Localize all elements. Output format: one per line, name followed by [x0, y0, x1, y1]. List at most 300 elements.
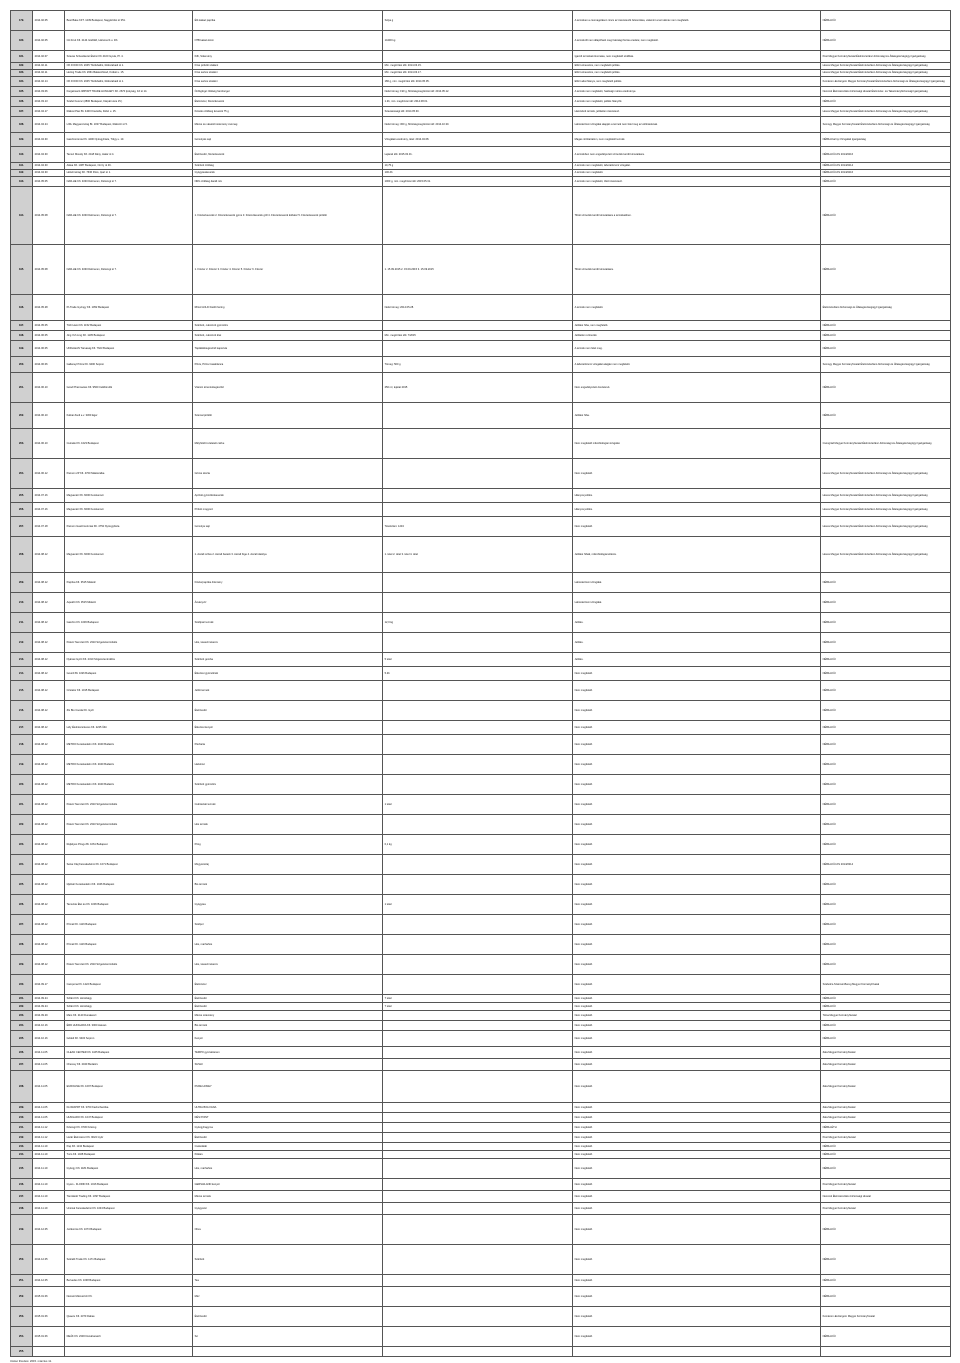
product-cell: Pirított mogyoró — [193, 503, 383, 517]
row-number: 182. — [11, 63, 33, 70]
authority-cell: NÉBIH-KÜI — [821, 721, 951, 735]
report-date: 2014.08.12 — [33, 573, 65, 593]
row-number: 218. — [11, 735, 33, 755]
defect-cell: Laboratóriumi vizsgálat alapján a termék nem felel meg az előírásoknak. — [573, 117, 821, 133]
product-cell: RIGA GOLD füstölt hering — [193, 295, 383, 321]
authority-cell: NÉBIH-KÜI-KS 2014/0214 — [821, 163, 951, 170]
row-number: 219. — [11, 755, 33, 775]
company-cell: DEÁK Kft. 2330 Dunaharaszti — [65, 1327, 193, 1347]
table-row — [11, 633, 951, 653]
defect-cell: Nem megfelelő. — [573, 995, 821, 1003]
table-row — [11, 1031, 951, 1047]
identification-cell: 1 db, min. megőrzési idő: 2014.08.01. — [383, 97, 573, 107]
report-date: 2014.06.10 — [33, 403, 65, 429]
report-date: 2014.07.18 — [33, 517, 65, 537]
authority-cell: NÉBIH-KÜI — [821, 331, 951, 341]
company-cell: Tamuz Mosoly Kft. 2118 Dány, Határ út 4. — [65, 147, 193, 163]
company-cell: Gyors - FLORIN Kft. 1016 Budapest — [65, 1179, 193, 1191]
row-number: 241. — [11, 1123, 33, 1133]
report-date: 2014.05.28 — [33, 295, 65, 321]
row-number: 246. — [11, 1179, 33, 1191]
defect-cell — [573, 1347, 821, 1357]
identification-cell — [383, 1203, 573, 1215]
authority-cell: NÉBIH-KÜI — [821, 1327, 951, 1347]
defect-cell: Nem megfelelő. — [573, 1103, 821, 1113]
company-cell: METRO Kereskedelmi Kft. 2040 Budaörs — [65, 755, 193, 775]
defect-cell: Nem megfelelő. — [573, 1143, 821, 1151]
company-cell: Hétszínvirág Kft. 7636 Pécs, Ipari út 1. — [65, 170, 193, 177]
authority-cell: Heves Megyei Kormányhivatal Élelmiszerlánc-biztonsági és Állategészségügyi Igazgatóság — [821, 489, 951, 503]
defect-cell: A termék nem megfelelő, hatósági mérés eredménye. — [573, 87, 821, 97]
authority-cell: Tolna Megyei Kormányhivatal — [821, 1011, 951, 1021]
identification-cell: 0,1 kg — [383, 835, 573, 855]
company-cell: Cheresy Kft. 2040 Budaörs — [65, 1059, 193, 1071]
table-row — [11, 517, 951, 537]
defect-cell: Jelölési hiba, nem megfelelő. — [573, 321, 821, 331]
company-cell: Nemeti Mézeszüzi Kft. — [65, 1287, 193, 1307]
product-cell: Szárított gyümölcs — [193, 775, 383, 795]
report-date — [33, 1347, 65, 1357]
company-cell: Mars Kft. 2120 Dunakeszi — [65, 1011, 193, 1021]
company-cell: Szilárd Kft. Hortobágy — [65, 995, 193, 1003]
defect-cell: Nem megfelelő. — [573, 1021, 821, 1031]
identification-cell — [383, 1059, 573, 1071]
authority-cell: NÉBIH-KÜI — [821, 735, 951, 755]
authority-cell: Heves Megyei Kormányhivatal Élelmiszerlánc-biztonsági és Állategészségügyi Igazgatóság — [821, 459, 951, 489]
identification-cell — [383, 1179, 573, 1191]
table-row — [11, 1191, 951, 1203]
authority-cell: NÉBIH-KÜI — [821, 815, 951, 835]
product-cell: PURE HONEY — [193, 1071, 383, 1103]
identification-cell — [383, 187, 573, 245]
row-number: 213. — [11, 653, 33, 667]
authority-cell: NÉBIH-KÜI — [821, 895, 951, 915]
authority-cell: NÉBIH-KÜI — [821, 795, 951, 815]
product-cell: 1. Fűszerkeverék 2. Fűszerkeverék gyros 3. Fűszerkeverék grill 4. Fűszerkeverék kolbász 5. Fűszerkeverék pörkölt — [193, 187, 383, 245]
report-date: 2014.08.12 — [33, 735, 65, 755]
company-cell: Pannon 2P Kft. 4700 Mátészalka — [65, 459, 193, 489]
report-date: 2014.02.11 — [33, 70, 65, 77]
company-cell: Magvantér Kft. 6000 Kecskemét — [65, 503, 193, 517]
defect-cell: Nem megfelelő. — [573, 701, 821, 721]
row-number: 194. — [11, 187, 33, 245]
row-number: 223. — [11, 835, 33, 855]
company-cell: Cutrade Kft. 1023 Budapest — [65, 429, 193, 459]
authority-cell: NÉBIH-KÜI — [821, 1287, 951, 1307]
company-cell: NAR-HE Kft. 4030 Debrecen, Diószegi út 7. — [65, 187, 193, 245]
report-date: 2014.11.19 — [33, 1191, 65, 1203]
table-row — [11, 915, 951, 935]
identification-cell: 7 tétel — [383, 995, 573, 1003]
identification-cell — [383, 735, 573, 755]
report-date: 2014.12.05 — [33, 1245, 65, 1275]
report-date: 2014.08.12 — [33, 815, 65, 835]
row-number: 211. — [11, 613, 33, 633]
report-date: 2014.09.29 — [33, 1011, 65, 1021]
defect-cell: Jelölés. — [573, 653, 821, 667]
product-cell: Bio termék — [193, 1021, 383, 1031]
identification-cell — [383, 341, 573, 357]
report-date: 2014.11.19 — [33, 1159, 65, 1179]
table-row — [11, 1275, 951, 1287]
company-cell: Primal Kft. 1116 Budapest — [65, 915, 193, 935]
product-cell: Táplálékkiegészítő kapszula — [193, 341, 383, 357]
authority-cell: Zala Megyei Kormányhivatal — [821, 1071, 951, 1103]
report-date: 2014.11.05 — [33, 1059, 65, 1071]
table-row — [11, 1287, 951, 1307]
defect-cell: A termék nem megfelelő. — [573, 295, 821, 321]
identification-cell — [383, 1031, 573, 1047]
company-cell: Rákosi Piac Bt. 4400 Kisvárda, Dobó u. 15. — [65, 107, 193, 117]
row-number: 180. — [11, 31, 33, 51]
identification-cell: 10,75 g — [383, 163, 573, 170]
defect-cell: Jelölési hibák, mikrobiológiai eltérés. — [573, 537, 821, 573]
table-row — [11, 995, 951, 1003]
authority-cell: Heves Megyei Kormányhivatal Élelmiszerlánc-biztonsági és Állategészségügyi Igazgatóság — [821, 107, 951, 117]
row-number: 232. — [11, 1003, 33, 1011]
authority-cell: Zala Megyei Kormányhivatal — [821, 1113, 951, 1123]
row-number: 208. — [11, 537, 33, 573]
table-row — [11, 681, 951, 701]
row-number: 251. — [11, 1275, 33, 1287]
company-cell: Tuzo Kft. 1028 Budapest — [65, 1151, 193, 1159]
authority-cell: NÉBIH-KÜI — [821, 1021, 951, 1031]
product-cell: Szárított — [193, 1245, 383, 1275]
authority-cell: NÉBIH-KÜI — [821, 245, 951, 295]
product-cell: Élelmiszer, fűszerkeverék — [193, 97, 383, 107]
company-cell: Pannon Gasztronómiai Kft. 4752 Nyíregyháza — [65, 517, 193, 537]
defect-cell: Nem megfelelő. — [573, 1287, 821, 1307]
company-cell: Campona Kft. 1222 Budapest — [65, 975, 193, 995]
table-row — [11, 1159, 951, 1179]
company-cell: Paprika Kft. 3515 Miskolc — [65, 573, 193, 593]
defect-cell: Hamisított termék, jelöletlen összetevő. — [573, 107, 821, 117]
authority-cell: NÉBIH-KÜI — [821, 1159, 951, 1179]
row-number: 231. — [11, 995, 33, 1003]
row-number: 245. — [11, 1159, 33, 1179]
report-date: 2014.11.12 — [33, 1123, 65, 1133]
row-number: 188. — [11, 117, 33, 133]
company-cell: ZG Bio Csoda Kft. Győr — [65, 701, 193, 721]
row-number: 230. — [11, 975, 33, 995]
defect-cell: Nem megfelelő mikrobiológiai vizsgálat. — [573, 429, 821, 459]
identification-cell: Nettó tömeg: 300 g, Minőségmegőrzési idő: 2014.10.30. — [383, 117, 573, 133]
table-row — [11, 11, 951, 31]
defect-cell: Nem megfelelő. — [573, 1071, 821, 1103]
identification-cell: 5 tétel — [383, 653, 573, 667]
product-cell: Hús termék — [193, 815, 383, 835]
company-cell: Lidy Élelmiszerkeres Kft. 2225 Üllő — [65, 721, 193, 735]
report-date: 2014.08.12 — [33, 895, 65, 915]
report-date: 2014.11.19 — [33, 1203, 65, 1215]
row-number: 205. — [11, 489, 33, 503]
table-row — [11, 755, 951, 775]
identification-cell — [383, 1133, 573, 1143]
report-date: 2014.08.12 — [33, 613, 65, 633]
identification-cell: Min. megőrzési idő: 2014.03.17. — [383, 70, 573, 77]
report-date: 2014.11.05 — [33, 1103, 65, 1113]
product-cell: Szárított, cukrozott gyümölcs — [193, 321, 383, 331]
report-date: 2014.08.12 — [33, 955, 65, 975]
defect-cell: A termék nem felel meg. — [573, 341, 821, 357]
defect-cell: A termék nem megfelelő. — [573, 170, 821, 177]
company-cell: Cristalor Kft. 1015 Budapest — [65, 681, 193, 701]
table-row — [11, 1347, 951, 1357]
product-cell: Friss sertés szalámi — [193, 77, 383, 87]
company-cell: Pelecz Nemzeti Kft. 2310 Szigetszentmiklós — [65, 633, 193, 653]
identification-cell — [383, 721, 573, 735]
report-date: 2014.08.12 — [33, 721, 65, 735]
table-row — [11, 721, 951, 735]
last-updated-note: Utolsó frissítés: 2015. március 11. — [10, 1359, 52, 1363]
report-date: 2014.12.05 — [33, 1215, 65, 1245]
table-row — [11, 1307, 951, 1327]
product-cell: Fűszerpaprika őrlemény — [193, 573, 383, 593]
authority-cell: NÉBIH-KÜI — [821, 653, 951, 667]
identification-cell: Min. megőrzési idő: 2014.03.15. — [383, 63, 573, 70]
row-number: 202. — [11, 403, 33, 429]
product-cell — [193, 1347, 383, 1357]
company-cell: Citi Fruit Kft. 2144 Gödöllő, Hársmező u. 3/b — [65, 31, 193, 51]
defect-cell: A laboratóriumi vizsgálat alapján nem megfelelő. — [573, 357, 821, 373]
authority-cell: Zala Megyei Kormányhivatal — [821, 1059, 951, 1071]
row-number: 212. — [11, 633, 33, 653]
defect-cell: Nem megfelelő. — [573, 1159, 821, 1179]
row-number: 206. — [11, 503, 33, 517]
defect-cell: Laboratóriumi vizsgálat. — [573, 593, 821, 613]
report-date: 2014.08.12 — [33, 593, 65, 613]
product-cell: ULTRA BOLOGNA — [193, 1103, 383, 1113]
report-date: 2014.11.12 — [33, 1133, 65, 1143]
table-row — [11, 1021, 951, 1031]
product-cell: Pisztácia — [193, 735, 383, 755]
row-number: 203. — [11, 429, 33, 459]
company-cell: Best Bake KFT. 1239 Budapest, Nagykőrösi út 351. — [65, 11, 193, 31]
table-row — [11, 117, 951, 133]
report-date: 2015.01.06 — [33, 1307, 65, 1327]
report-date: 2014.09.24 — [33, 995, 65, 1003]
row-number: 207. — [11, 517, 33, 537]
identification-cell — [383, 1347, 573, 1357]
company-cell: Aldea Kft. 1087 Budapest, Orczy út 46. — [65, 163, 193, 170]
product-cell: Csokoládé — [193, 1143, 383, 1151]
table-row — [11, 295, 951, 321]
company-cell: UNIGLEAN Társaság Kft. 7623 Budapest — [65, 341, 193, 357]
row-number: 233. — [11, 1011, 33, 1021]
report-date: 2014.08.12 — [33, 653, 65, 667]
row-number: 191. — [11, 163, 33, 170]
defect-cell: Nem megfelelő. — [573, 1191, 821, 1203]
authority-cell: Komárom-Esztergom Megyei Kormányhivatal — [821, 1307, 951, 1327]
table-row — [11, 187, 951, 245]
product-cell: Mézes sütemény — [193, 1011, 383, 1021]
identification-cell — [383, 403, 573, 429]
defect-cell: Nem megfelelő. — [573, 1245, 821, 1275]
company-cell: Gasztro Kft. 1036 Budapest — [65, 613, 193, 633]
defect-cell: Hiányos jelölés. — [573, 489, 821, 503]
product-cell: Jelölt termék — [193, 681, 383, 701]
identification-cell: 250 ml, lejárat 2015 — [383, 373, 573, 403]
identification-cell: Min. megőrzési idő: 7/2015 — [383, 331, 573, 341]
table-row — [11, 935, 951, 955]
table-row — [11, 1113, 951, 1123]
defect-cell: Előírt adat hiánya, nem megfelelő jelölés. — [573, 77, 821, 87]
table-row — [11, 1059, 951, 1071]
table-row — [11, 815, 951, 835]
row-number: 179. — [11, 11, 33, 31]
row-number: 198. — [11, 331, 33, 341]
identification-cell — [383, 321, 573, 331]
row-number: 187. — [11, 107, 33, 117]
report-date: 2014.08.12 — [33, 633, 65, 653]
authority-cell: NÉBIH-KÜI-KS 2014/0216 — [821, 170, 951, 177]
report-date: 2015.01.06 — [33, 1287, 65, 1307]
report-date: 2014.02.11 — [33, 63, 65, 70]
table-row — [11, 97, 951, 107]
row-number: 190. — [11, 147, 33, 163]
report-date: 2014.05.08 — [33, 245, 65, 295]
defect-cell: Nem megfelelő. — [573, 1113, 821, 1123]
product-cell: Aprított gyümölcskeverék — [193, 489, 383, 503]
company-cell: Tamuzás Élet és Kft. 1036 Budapest — [65, 895, 193, 915]
identification-cell — [383, 1123, 573, 1133]
authority-cell: NÉBIH-KÜI-KS 2014/0216 — [821, 147, 951, 163]
company-cell: Pelecz Nemzeti Kft. 2310 Szigetszentmiklós — [65, 955, 193, 975]
identification-cell: 1. tétel 2. tétel 3. tétel 4. tétel — [383, 537, 573, 573]
table-row — [11, 63, 951, 70]
defect-cell: Nem engedélyezett összetevő. — [573, 373, 821, 403]
identification-cell — [383, 775, 573, 795]
row-number: 249. — [11, 1215, 33, 1245]
row-number: 228. — [11, 935, 33, 955]
row-number: 185. — [11, 87, 33, 97]
identification-cell — [383, 755, 573, 775]
table-row — [11, 429, 951, 459]
product-cell: Gomolya sajt — [193, 517, 383, 537]
row-number: 248. — [11, 1203, 33, 1215]
recall-table-body — [11, 11, 951, 1357]
identification-cell — [383, 633, 573, 653]
table-row — [11, 1003, 951, 1011]
row-number: 224. — [11, 855, 33, 875]
table-row — [11, 403, 951, 429]
row-number: 225. — [11, 875, 33, 895]
defect-cell: A termék nem megfelelő, tiltott összetevő. — [573, 177, 821, 187]
company-cell: Gallerayi Pizza Kft. 9400 Sopron — [65, 357, 193, 373]
identification-cell — [383, 855, 573, 875]
authority-cell: NÉBIH-KÜI — [821, 97, 951, 107]
defect-cell: Nem megfelelő. — [573, 667, 821, 681]
row-number: 253. — [11, 1307, 33, 1327]
table-row — [11, 133, 951, 147]
table-row — [11, 895, 951, 915]
company-cell: CLEAN CENTER Kft. 1165 Budapest — [65, 1047, 193, 1059]
company-cell: EUROLINE Kft. 1097 Budapest — [65, 1071, 193, 1103]
report-date: 2014.07.16 — [33, 503, 65, 517]
identification-cell: 14400 kg — [383, 31, 573, 51]
table-row — [11, 1103, 951, 1113]
row-number: 238. — [11, 1071, 33, 1103]
product-cell: Kifli, Sütemény — [193, 51, 383, 63]
product-cell: Hús, tavaszi tekercs — [193, 633, 383, 653]
company-cell: Pelecz Nemzeti Kft. 2310 Szigetszentmiklós — [65, 815, 193, 835]
identification-cell: 1 tétel — [383, 795, 573, 815]
company-cell: Idjélvár Kereskedelmi Kft. 1046 Budapest — [65, 875, 193, 895]
report-date: 2014.08.12 — [33, 875, 65, 895]
company-cell: Jing Yeh Ling Kft. 1105 Budapest — [65, 331, 193, 341]
product-cell: SUSHI — [193, 1059, 383, 1071]
company-cell: Szilárd Kft. Hortobágy — [65, 1003, 193, 1011]
defect-cell: Előírt elnevezés, nem megfelelő jelölés. — [573, 70, 821, 77]
product-cell: Só — [193, 1327, 383, 1347]
row-number: 234. — [11, 1021, 33, 1031]
defect-cell: Nem megfelelő. — [573, 815, 821, 835]
row-number: 210. — [11, 593, 33, 613]
company-cell: Magvantér Kft. 6000 Kecskemét — [65, 489, 193, 503]
company-cell: Lázár Élelmiszer Kft. 9024 Győr — [65, 1133, 193, 1143]
defect-cell: Nem megfelelő. — [573, 1031, 821, 1047]
authority-cell: NÉBIH-KÜI — [821, 835, 951, 855]
defect-cell: Nem megfelelő. — [573, 1275, 821, 1287]
company-cell: OK FOOD Kft. 2045 Törökbálint, Rétiszabadi út 1. — [65, 63, 193, 70]
identification-cell — [383, 489, 573, 503]
report-date: 2014.11.05 — [33, 1113, 65, 1123]
row-number: 195. — [11, 245, 33, 295]
report-date: 2014.04.30 — [33, 133, 65, 147]
identification-cell — [383, 1103, 573, 1113]
report-date: 2014.10.16 — [33, 1031, 65, 1047]
identification-cell — [383, 1151, 573, 1159]
defect-cell: Nem megfelelő. — [573, 735, 821, 755]
table-row — [11, 653, 951, 667]
product-cell: Hús, marhahús — [193, 935, 383, 955]
table-row — [11, 775, 951, 795]
table-row — [11, 701, 951, 721]
row-number: 181. — [11, 51, 33, 63]
table-row — [11, 321, 951, 331]
company-cell: NAR-HE Kft. 4030 Debrecen, Diószegi út 7. — [65, 245, 193, 295]
report-date: 2014.09.24 — [33, 1003, 65, 1011]
identification-cell: Tömeg: 500 g — [383, 357, 573, 373]
defect-cell: Nem megfelelő. — [573, 1307, 821, 1327]
identification-cell — [383, 503, 573, 517]
company-cell: METRO Kereskedelmi Kft. 2040 Budaörs — [65, 735, 193, 755]
product-cell: Olíva — [193, 1215, 383, 1245]
defect-cell: Nem megfelelő. — [573, 915, 821, 935]
report-date: 2014.06.05 — [33, 341, 65, 357]
authority-cell: NÉBIH-KÜI — [821, 573, 951, 593]
company-cell: FLORAPRT Kft. 3700 Kazincbarcika — [65, 1103, 193, 1113]
report-date: 2014.06.10 — [33, 429, 65, 459]
identification-cell: 12,0 kg — [383, 613, 573, 633]
authority-cell: NÉBIH-KÜI — [821, 373, 951, 403]
defect-cell: Nem megfelelő. — [573, 755, 821, 775]
authority-cell: Zala Megyei Kormányhivatal — [821, 1103, 951, 1113]
company-cell: Primal Kft. 1116 Budapest — [65, 935, 193, 955]
table-row — [11, 1143, 951, 1151]
defect-cell: Nem megfelelő. — [573, 459, 821, 489]
identification-cell — [383, 1011, 573, 1021]
identification-cell — [383, 459, 573, 489]
identification-cell: Szavatossági idő: 2014.05.30. — [383, 107, 573, 117]
company-cell: Támlátokt Trading Kft. 1097 Budapest — [65, 1191, 193, 1203]
identification-cell — [383, 1215, 573, 1245]
authority-cell: Pest Megyei Kormányhivatal — [821, 1179, 951, 1191]
table-row — [11, 357, 951, 373]
row-number: 226. — [11, 895, 33, 915]
authority-cell: NÉBIH-KÜI — [821, 681, 951, 701]
authority-cell: NÉBIH-Karinyi Vizsgálati Igazgatóság — [821, 133, 951, 147]
